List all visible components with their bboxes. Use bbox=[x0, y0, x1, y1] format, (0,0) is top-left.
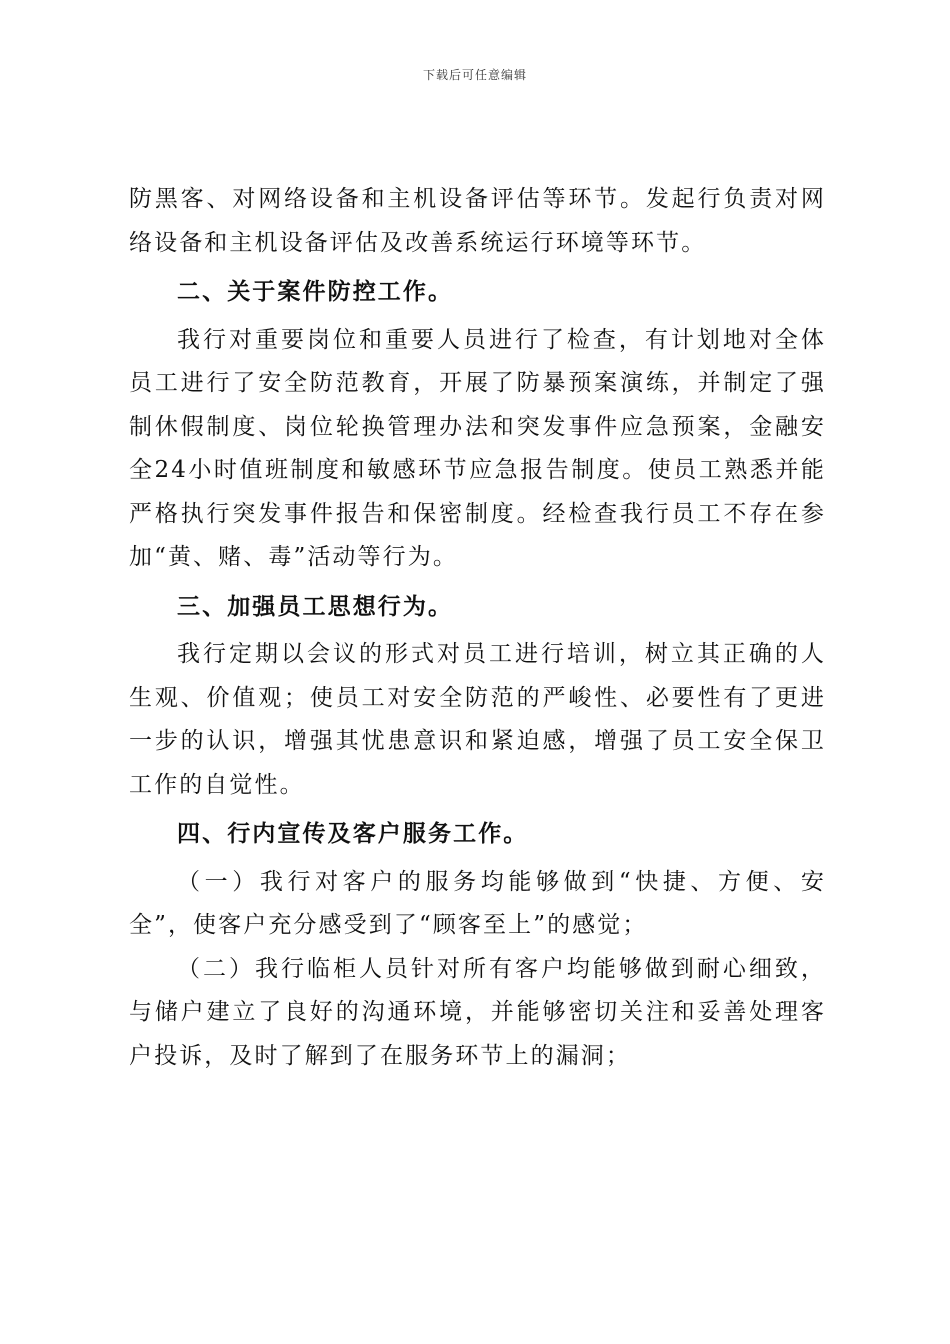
paragraph-service-item-2: （二）我行临柜人员针对所有客户均能够做到耐心细致，与储户建立了良好的沟通环境，并能够密切关注和妥善处理客户投诉，及时了解到了在服务环节上的漏洞； bbox=[129, 955, 826, 1069]
paragraph-staff-conduct: 我行定期以会议的形式对员工进行培训，树立其正确的人生观、价值观；使员工对安全防范的严峻性、必要性有了更进一步的认识，增强其忧患意识和紧迫感，增强了员工安全保卫工作的自觉性。 bbox=[129, 641, 826, 798]
document-body bbox=[129, 178, 826, 1078]
paragraph-continuation: 防黑客、对网络设备和主机设备评估等环节。发起行负责对网络设备和主机设备评估及改善系统运行环境等环节。 bbox=[129, 186, 826, 256]
page-header-note: 下载后可任意编辑 bbox=[422, 68, 527, 82]
section-heading-2: 二、关于案件防控工作。 bbox=[177, 278, 454, 305]
section-heading-3: 三、加强员工思想行为。 bbox=[177, 592, 454, 620]
paragraph-service-item-1: （一）我行对客户的服务均能够做到“快捷、方便、安全”，使客户充分感受到了“顾客至上”的感觉； bbox=[129, 868, 826, 938]
section-heading-4: 四、行内宣传及客户服务工作。 bbox=[177, 820, 529, 847]
paragraph-case-prevention: 我行对重要岗位和重要人员进行了检查，有计划地对全体员工进行了安全防范教育，开展了防暴预案演练，并制定了强制休假制度、岗位轮换管理办法和突发事件应急预案，金融安全24小时值班制度和敏感环节应急报告制度。使员工熟悉并能严格执行突发事件报告和保密制度。经检查我行员工不存在参加“黄、赌、毒”活动等行为。 bbox=[129, 326, 826, 570]
